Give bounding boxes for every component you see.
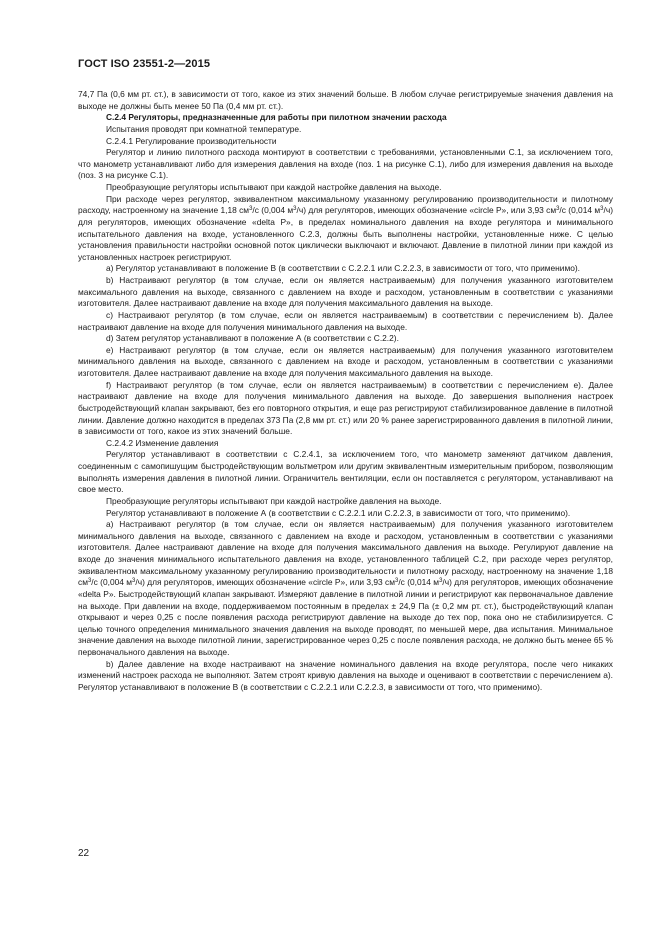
list-item: f) Настраивают регулятор (в том случае, если он является настраиваемым) в соответствии с перечислением е). Далее настраивают давление на входе для получения минимального давления на выходе. До завершения выполнения настроек быстродействующий клапан закрывают, без его повторного открытия, и еще раз регистрируют стабилизированное давление в пилотной линии. Давление должно находится в пределах 373 Па (2,8 мм рт. ст.) или 20 % ранее зарегистрированного давления в пилотной линии, в зависимости от того, какое из этих значений больше.: [78, 379, 613, 437]
section-heading: С.2.4 Регуляторы, предназначенные для работы при пилотном значении расхода: [106, 112, 447, 123]
paragraph: Преобразующие регуляторы испытывают при каждой настройке давления на выходе.: [106, 182, 442, 192]
list-item: е) Настраивают регулятор (в том случае, если он является настраиваемым) для получения указанного изготовителем минимального давления на выходе, связанного с давлением на входе и расходом, установленным в соответствии с указаниями изготовителя. Далее настраивают давление на входе для получения максимального давления на выходе.: [78, 344, 613, 378]
paragraph: При расходе через регулятор, эквивалентном максимальному указанному регулированию производительности и пилотному расходу, настроенному на значение 1,18 $см^3/с$ (0,004 $м^3/ч$) для регуляторов, имеющих обозначение «circle P», или 3,93 $см^3/с$ (0,014 $м^3/ч$) для регуляторов, имеющих обозначение «delta P», в пределах номинального давления на входе регулятора и минимального испытательного давления на входе, установленного С.2.3, должны быть выполнены настройки, установленные ниже. С целью установления правильности настройки основной поток циклически выключают и включают. Давление в пилотной линии при каждой из установленных настроек регистрируют.: [78, 193, 613, 262]
list-item: а) Регулятор устанавливают в положение В (в соответствии с С.2.2.1 или С.2.2.3, в зависимости от того, что применимо).: [106, 263, 581, 274]
paragraph: Преобразующие регуляторы испытывают при каждой настройке давления на выходе.: [106, 495, 442, 506]
list-item: d) Затем регулятор устанавливают в положение А (в соответствии с С.2.2).: [106, 333, 399, 344]
paragraph: 74,7 Па (0,6 мм рт. ст.), в зависимости от того, какое из этих значений больше. В любом случае регистрируемые значения давления на выходе не должны быть менее 50 Па (0,4 мм рт. ст.).: [78, 89, 613, 111]
list-item: b) Настраивают регулятор (в том случае, если он является настраиваемым) для получения указанного изготовителем максимального давления на выходе, связанного с давлением на входе и расходом, установленным в соответствии с указаниями изготовителя. Далее настраивают давление на входе для получения максимального давления на выходе.: [78, 275, 613, 309]
subsection-heading: С.2.4.2 Изменение давления: [106, 437, 219, 448]
list-item: а) Настраивают регулятор (в том случае, если он является настраиваемым) для получения указанного изготовителем минимального давления на выходе, связанного с давлением на входе и расходом, установленным в соответствии с указаниями изготовителя. Далее настраивают давление на входе для получения максимального давления на выходе. Регулируют давление на входе до значения минимального испытательного давления на входе, установленного таблицей С.2, при расходе через регулятор, эквивалентном максимальному указанному регулированию производительности и пилотному расходу, настроенному на значение 1,18 $см^3/с$ (0,004 $м^3/ч$) для регуляторов, имеющих обозначение «circle P», или 3,93 $см^3/с$ (0,014 $м^3/ч$) для регуляторов, имеющих обозначение «delta P». Быстродействующий клапан закрывают. Измеряют давление в пилотной линии и регистрируют как первоначальное давление на выходе. При давлении на входе, поддерживаемом постоянным в пределах ± 24,9 Па (± 0,2 мм рт. ст.), быстродействующий клапан открывают и через 0,25 с после появления расхода регистрируют давление на выходе до тех пор, пока оно не стабилизируется. С целью точного определения минимального значения давления на выходе проводят, по меньшей мере, два испытания. Минимальное значение давления на выходе пилотной линии, зарегистрированное через 0,25 с после появления расхода, не должно быть менее 65 % первоначального давления на выходе.: [78, 519, 613, 657]
paragraph: Регулятор устанавливают в положение А (в соответствии с С.2.2.1 или С.2.2.3, в зависимости от того, что применимо).: [106, 507, 571, 518]
list-item: b) Далее давление на входе настраивают на значение номинального давления на входе регулятора, после чего никаких изменений настроек расхода не выполняют. Затем строят кривую давления на выходе и оценивают в соответствии с перечислением а). Регулятор устанавливают в положение В (в соответствии с С.2.2.1 или С.2.2.3, в зависимости от того, что применимо).: [78, 658, 613, 692]
subsection-heading: С.2.4.1 Регулирование производительности: [106, 135, 277, 146]
document-body: [78, 89, 613, 694]
paragraph: Регулятор и линию пилотного расхода монтируют в соответствии с требованиями, установленными С.1, за исключением того, что манометр устанавливают либо для измерения давления на входе (поз. 1 на рисунке С.1), либо для измерения давления на выходе (поз. 3 на рисунке С.1).: [78, 147, 613, 181]
paragraph: Испытания проводят при комнатной температуре.: [106, 123, 302, 134]
paragraph: Регулятор устанавливают в соответствии с С.2.4.1, за исключением того, что манометр заменяют датчиком давления, соединенным с самопишущим быстродействующим вольтметром или другим эквивалентным измерительным прибором, позволяющим выполнять измерения давления в пилотной линии. Ограничитель вентиляции, если он поставляется с регулятором, устанавливают на свое место.: [78, 449, 613, 495]
page-number: 22: [78, 848, 90, 859]
document-header: ГОСТ ISO 23551-2—2015: [78, 58, 211, 70]
list-item: с) Настраивают регулятор (в том случае, если он является настраиваемым) в соответствии с перечислением b). Далее настраивают давление на входе для получения минимального давления на выходе.: [78, 309, 613, 332]
